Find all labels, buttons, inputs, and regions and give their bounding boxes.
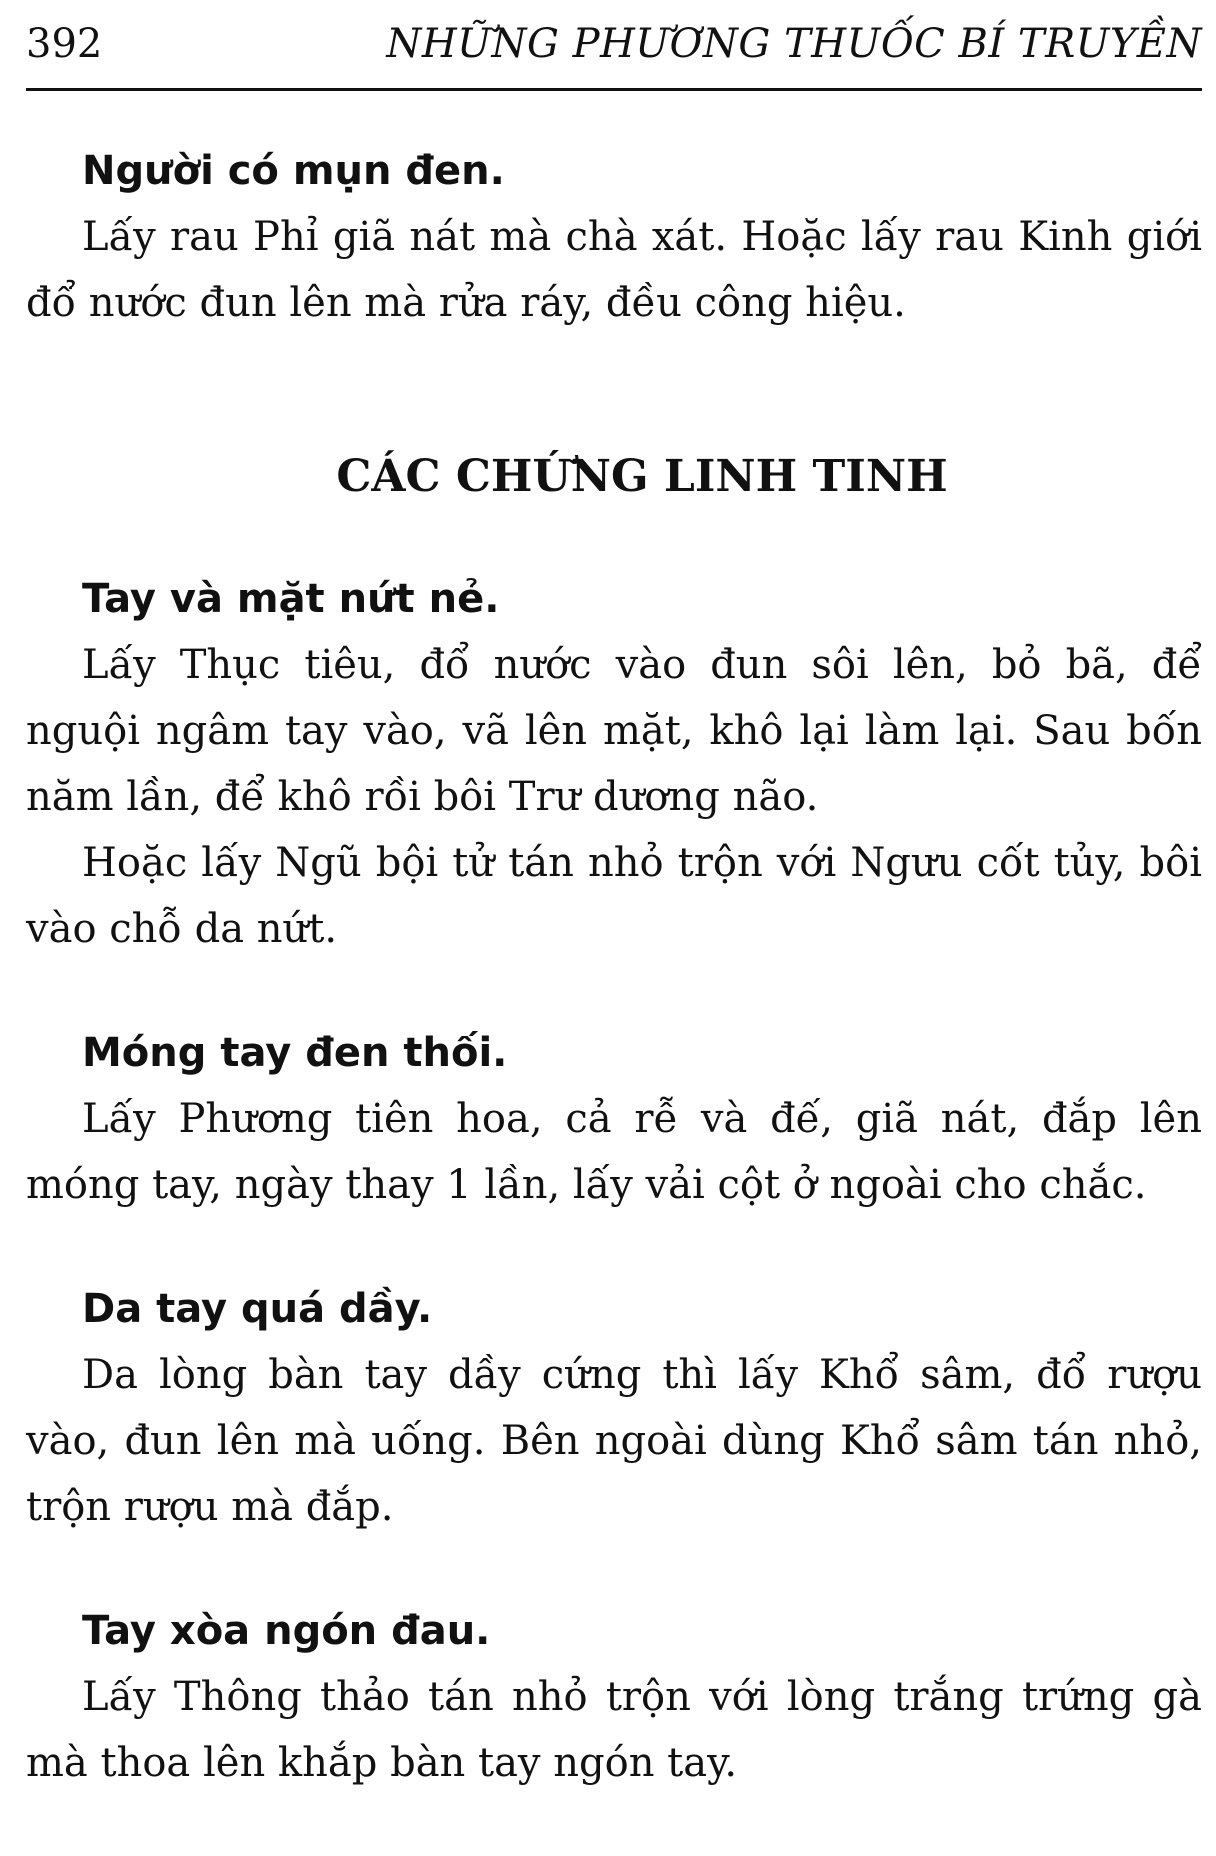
entry-paragraph: Lấy rau Phỉ giã nát mà chà xát. Hoặc lấy rau Kinh giới đổ nước đun lên mà rửa ráy, đều công hiệu. — [26, 214, 1202, 326]
spacer — [26, 1540, 1202, 1598]
entry-thick-skin — [26, 1276, 1202, 1540]
entry-cracked-skin — [26, 566, 1202, 962]
page-body — [26, 138, 1202, 1796]
running-head — [26, 14, 1202, 74]
entry-dark-spots — [26, 138, 1202, 336]
page-number: 392 — [26, 21, 103, 67]
spacer — [26, 336, 1202, 444]
entry-black-nails — [26, 1020, 1202, 1218]
spacer — [26, 962, 1202, 1020]
header-rule — [26, 88, 1202, 91]
entry-heading: Tay xòa ngón đau. — [82, 1608, 491, 1654]
spacer — [26, 510, 1202, 566]
entry-paragraph: Lấy Thông thảo tán nhỏ trộn với lòng trắng trứng gà mà thoa lên khắp bàn tay ngón tay. — [26, 1674, 1202, 1786]
entry-finger-pain — [26, 1598, 1202, 1796]
entry-heading: Người có mụn đen. — [82, 148, 505, 194]
book-title: NHỮNG PHƯƠNG THUỐC BÍ TRUYỀN — [386, 21, 1202, 67]
entry-paragraph: Lấy Phương tiên hoa, cả rễ và đế, giã nát, đắp lên móng tay, ngày thay 1 lần, lấy vải cột ở ngoài cho chắc. — [26, 1096, 1202, 1208]
entry-paragraph: Da lòng bàn tay dầy cứng thì lấy Khổ sâm, đổ rượu vào, đun lên mà uống. Bên ngoài dùng Khổ sâm tán nhỏ, trộn rượu mà đắp. — [26, 1352, 1202, 1530]
entry-paragraph: Lấy Thục tiêu, đổ nước vào đun sôi lên, bỏ bã, để nguội ngâm tay vào, vã lên mặt, khô lại làm lại. Sau bốn năm lần, để khô rồi bôi Trư dương não. — [26, 642, 1202, 820]
entry-heading: Móng tay đen thối. — [82, 1030, 508, 1076]
spacer — [26, 1218, 1202, 1276]
section-title: CÁC CHỨNG LINH TINH — [336, 451, 948, 502]
entry-paragraph: Hoặc lấy Ngũ bội tử tán nhỏ trộn với Ngưu cốt tủy, bôi vào chỗ da nứt. — [26, 840, 1202, 952]
entry-heading: Da tay quá dầy. — [82, 1286, 433, 1332]
entry-heading: Tay và mặt nứt nẻ. — [82, 576, 500, 622]
